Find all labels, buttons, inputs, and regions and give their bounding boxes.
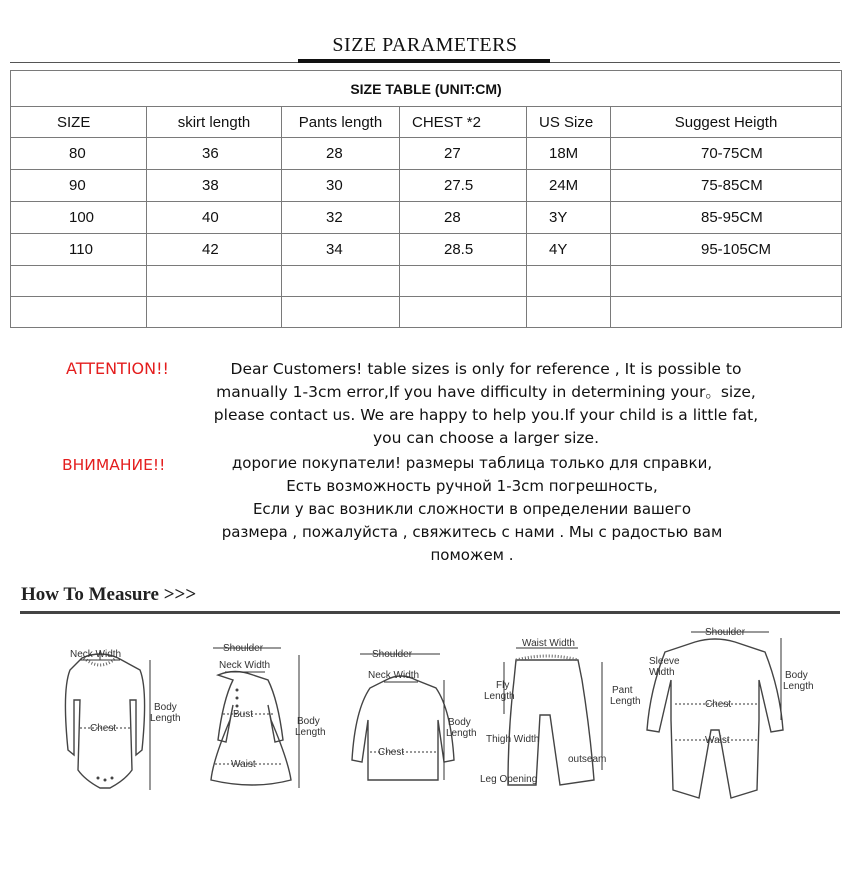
top-outline (352, 676, 454, 780)
russian-line: поможем . (430, 546, 514, 564)
table-cell: 28 (282, 138, 400, 170)
bodysuit-outline (65, 654, 144, 788)
table-cell: 36 (147, 138, 282, 170)
size-parameters-header (0, 22, 850, 72)
romper-diagram (635, 620, 815, 810)
table-row (11, 170, 842, 202)
label-waist-width: Waist Width (522, 638, 575, 649)
label-leg-opening: Leg Opening (480, 774, 538, 785)
label-length: Length (150, 713, 181, 724)
russian-line: размера , пожалуйста , свяжитесь с нами . Мы с радостью вам (221, 523, 723, 541)
table-header-row (11, 107, 842, 138)
label-fly: Fly (496, 680, 510, 691)
table-cell: 18M (527, 138, 611, 170)
table-cell: 28.5 (400, 234, 527, 266)
page-title: SIZE PARAMETERS (332, 34, 518, 56)
attention-text (186, 358, 786, 450)
label-neck-width: Neck Width (70, 649, 122, 660)
russian-attention-label: ВНИМАНИЕ!! (62, 456, 166, 474)
label-bust: Bust (233, 709, 254, 720)
label-neck-width: Neck Width (368, 670, 420, 681)
table-title-row (11, 71, 842, 107)
table-cell: 90 (11, 170, 147, 202)
table-cell: 24M (527, 170, 611, 202)
label-length: Length (484, 691, 515, 702)
table-cell: 34 (282, 234, 400, 266)
dress-diagram (195, 620, 335, 810)
header-underline (298, 59, 550, 63)
table-cell: 110 (11, 234, 147, 266)
table-cell: 27 (400, 138, 527, 170)
attention-line: you can choose a larger size. (372, 429, 599, 447)
russian-line: Если у вас возникли сложности в определении вашего (252, 500, 692, 518)
label-shoulder: Shoulder (705, 627, 746, 638)
label-width: Width (649, 667, 675, 678)
top-diagram (340, 620, 480, 810)
table-cell: 27.5 (400, 170, 527, 202)
table-row-empty (11, 266, 842, 297)
table-cell: 85-95CM (611, 202, 842, 234)
how-to-measure-title: How To Measure >>> (21, 584, 197, 605)
table-cell: 4Y (527, 234, 611, 266)
table-cell: 38 (147, 170, 282, 202)
label-body: Body (785, 670, 808, 681)
table-title: SIZE TABLE (UNIT:CM) (11, 71, 842, 107)
table-cell: 42 (147, 234, 282, 266)
column-header: CHEST *2 (400, 107, 527, 138)
table-row (11, 138, 842, 170)
attention-line: manually 1-3cm error,If you have difficulty in determining your。size, (216, 383, 756, 401)
column-header: SIZE (11, 107, 147, 138)
table-row-empty (11, 297, 842, 328)
label-body: Body (154, 702, 177, 713)
column-header: Pants length (282, 107, 400, 138)
column-header: Suggest Heigth (611, 107, 842, 138)
label-shoulder: Shoulder (223, 643, 264, 654)
russian-attention-text (186, 452, 758, 567)
label-neck-width: Neck Width (219, 660, 271, 671)
table-row (11, 234, 842, 266)
table-cell: 70-75CM (611, 138, 842, 170)
label-length: Length (783, 681, 814, 692)
label-body: Body (297, 716, 320, 727)
label-chest: Chest (90, 723, 117, 734)
table-cell: 28 (400, 202, 527, 234)
table-cell: 95-105CM (611, 234, 842, 266)
table-cell: 100 (11, 202, 147, 234)
label-body: Body (448, 717, 471, 728)
how-to-measure-divider (20, 611, 840, 614)
label-pant: Pant (612, 685, 633, 696)
table-row (11, 202, 842, 234)
label-length: Length (610, 696, 641, 707)
label-chest: Chest (705, 699, 732, 710)
table-cell: 75-85CM (611, 170, 842, 202)
table-cell: 40 (147, 202, 282, 234)
label-waist: Waist (705, 735, 730, 746)
table-cell: 32 (282, 202, 400, 234)
attention-line: please contact us. We are happy to help you.If your child is a little fat, (213, 406, 759, 424)
russian-line: Есть возможность ручной 1-3cm погрешность, (286, 477, 658, 495)
column-header: US Size (527, 107, 611, 138)
pants-outline (508, 660, 594, 785)
size-table (10, 70, 842, 328)
bodysuit-diagram (40, 620, 195, 810)
label-outseam: outseam (568, 754, 607, 765)
label-chest: Chest (378, 747, 405, 758)
label-sleeve: Sleeve (649, 656, 680, 667)
arrows-icon: >>> (163, 584, 197, 605)
label-length: Length (446, 728, 477, 739)
column-header: skirt length (147, 107, 282, 138)
label-length: Length (295, 727, 326, 738)
russian-line: дорогие покупатели! размеры таблица только для справки, (231, 454, 713, 472)
label-shoulder: Shoulder (372, 649, 413, 660)
pants-diagram (478, 620, 641, 810)
label-waist: Waist (231, 759, 256, 770)
attention-label: ATTENTION!! (66, 359, 169, 378)
label-thigh-width: Thigh Width (486, 734, 540, 745)
table-cell: 30 (282, 170, 400, 202)
table-cell: 80 (11, 138, 147, 170)
table-cell: 3Y (527, 202, 611, 234)
attention-line: Dear Customers! table sizes is only for reference , It is possible to (230, 360, 742, 378)
